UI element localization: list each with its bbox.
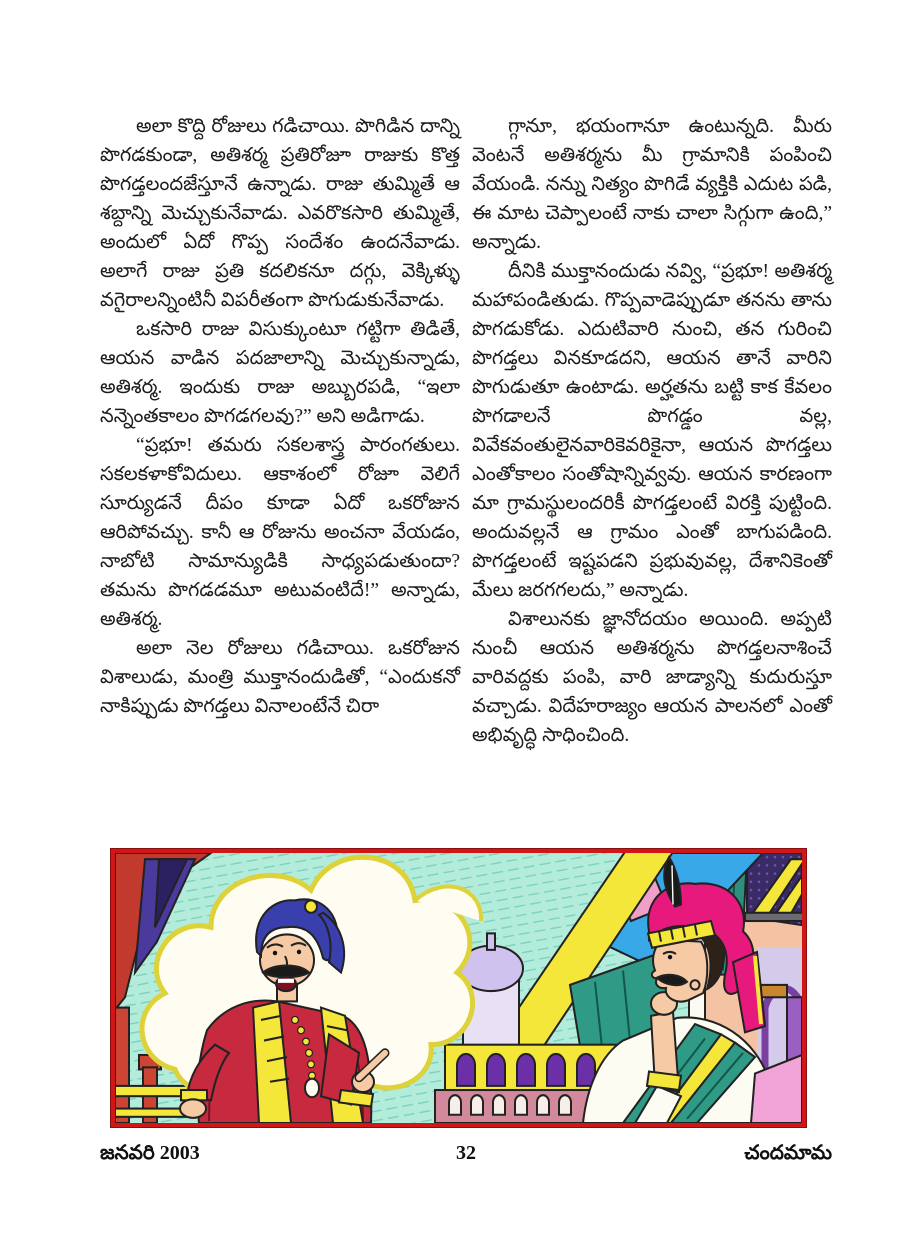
right-column (472, 112, 832, 750)
illustration-canvas (115, 853, 802, 1123)
story-paragraph: దీనికి ముక్తానందుడు నవ్వి, “ప్రభూ! అతిశర్మ మహాపండితుడు. గొప్పవాడెప్పుడూ తనను తాను పొగడుకోడు. ఎదుటివారి నుంచి, తన గురించి పొగడ్తలు వినకూడదని, ఆయన తానే వారిని పొగుడుతూ ఉంటాడు. అర్హతను బట్టి కాక కేవలం పొగడాలనే పొగడ్డం వల్ల, వివేకవంతులైనవారికెవరికైనా, ఆయన పొగడ్తలు ఎంతోకాలం సంతోషాన్నివ్వవు. ఆయన కారణంగా మా గ్రామస్థులందరికీ పొగడ్తలంటే విరక్తి పుట్టింది. అందువల్లనే ఆ గ్రామం ఎంతో బాగుపడింది. పొగడ్తలంటే ఇష్టపడని ప్రభువువల్ల, దేశానికెంతో మేలు జరగగలదు,” అన్నాడు. (472, 261, 832, 601)
story-paragraph: అలా నెల రోజులు గడిచాయి. ఒకరోజున విశాలుడు, మంత్రి ముక్తానందుడితో, “ఎందుకనో నాకిప్పుడు పొగడ్తలు వినాలంటేనే చిరా (100, 638, 460, 717)
left-column (100, 112, 460, 750)
footer-page-number: 32 (456, 1142, 476, 1164)
story-paragraph: విశాలునకు జ్ఞానోదయం అయింది. అప్పటి నుంచీ ఆయన అతిశర్మను పొగడ్తలనాశించే వారివద్దకు పంపి, వారి జాడ్యాన్ని కుదురుస్తూ వచ్చాడు. విదేహరాజ్యం ఆయన పాలనలో ఎంతో అభివృద్ధి సాధించింది. (472, 609, 832, 746)
story-text (100, 112, 832, 750)
story-paragraph: అలా కొద్ది రోజులు గడిచాయి. పొగిడిన దాన్ని పొగడకుండా, అతిశర్మ ప్రతిరోజూ రాజుకు కొత్త పొగడ్తలందజేస్తూనే ఉన్నాడు. రాజు తుమ్మితే ఆ శబ్దాన్ని మెచ్చుకునేవాడు. ఎవరొకసారి తుమ్మితే, అందులో ఏదో గొప్ప సందేశం ఉందనేవాడు. అలాగే రాజు ప్రతి కదలికనూ దగ్గు, వెక్కిళ్ళు వగైరాలన్నింటినీ విపరీతంగా పొగుడుకునేవాడు. (100, 116, 460, 311)
story-paragraph: గ్గానూ, భయంగానూ ఉంటున్నది. మీరు వెంటనే అతిశర్మను మీ గ్రామానికి పంపించి వేయండి. నన్ను నిత్యం పొగిడే వ్యక్తికి ఎదుట పడి, ఈ మాట చెప్పాలంటే నాకు చాలా సిగ్గుగా ఉంది,” అన్నాడు. (472, 116, 832, 253)
story-illustration (111, 849, 806, 1127)
story-paragraph: ఒకసారి రాజు విసుక్కుంటూ గట్టిగా తిడితే, ఆయన వాడిన పదజాలాన్ని మెచ్చుకున్నాడు, అతిశర్మ. ఇందుకు రాజు అబ్బురపడి, “ఇలా నన్నెంతకాలం పొగడగలవు?” అని అడిగాడు. (100, 319, 460, 427)
footer-magazine-name: చందమామ (744, 1142, 832, 1164)
footer-issue-date: జనవరి 2003 (100, 1142, 200, 1164)
story-paragraph: “ప్రభూ! తమరు సకలశాస్త్ర పారంగతులు. సకలకళాకోవిదులు. ఆకాశంలో రోజూ వెలిగే సూర్యుడనే దీపం కూడా ఏదో ఒకరోజున ఆరిపోవచ్చు. కానీ ఆ రోజును అంచనా వేయడం, నాబోటి సామాన్యుడికి సాధ్యపడుతుందా? తమను పొగడడమూ అటువంటిదే!” అన్నాడు, అతిశర్మ. (100, 435, 460, 630)
page-footer (100, 1142, 832, 1169)
